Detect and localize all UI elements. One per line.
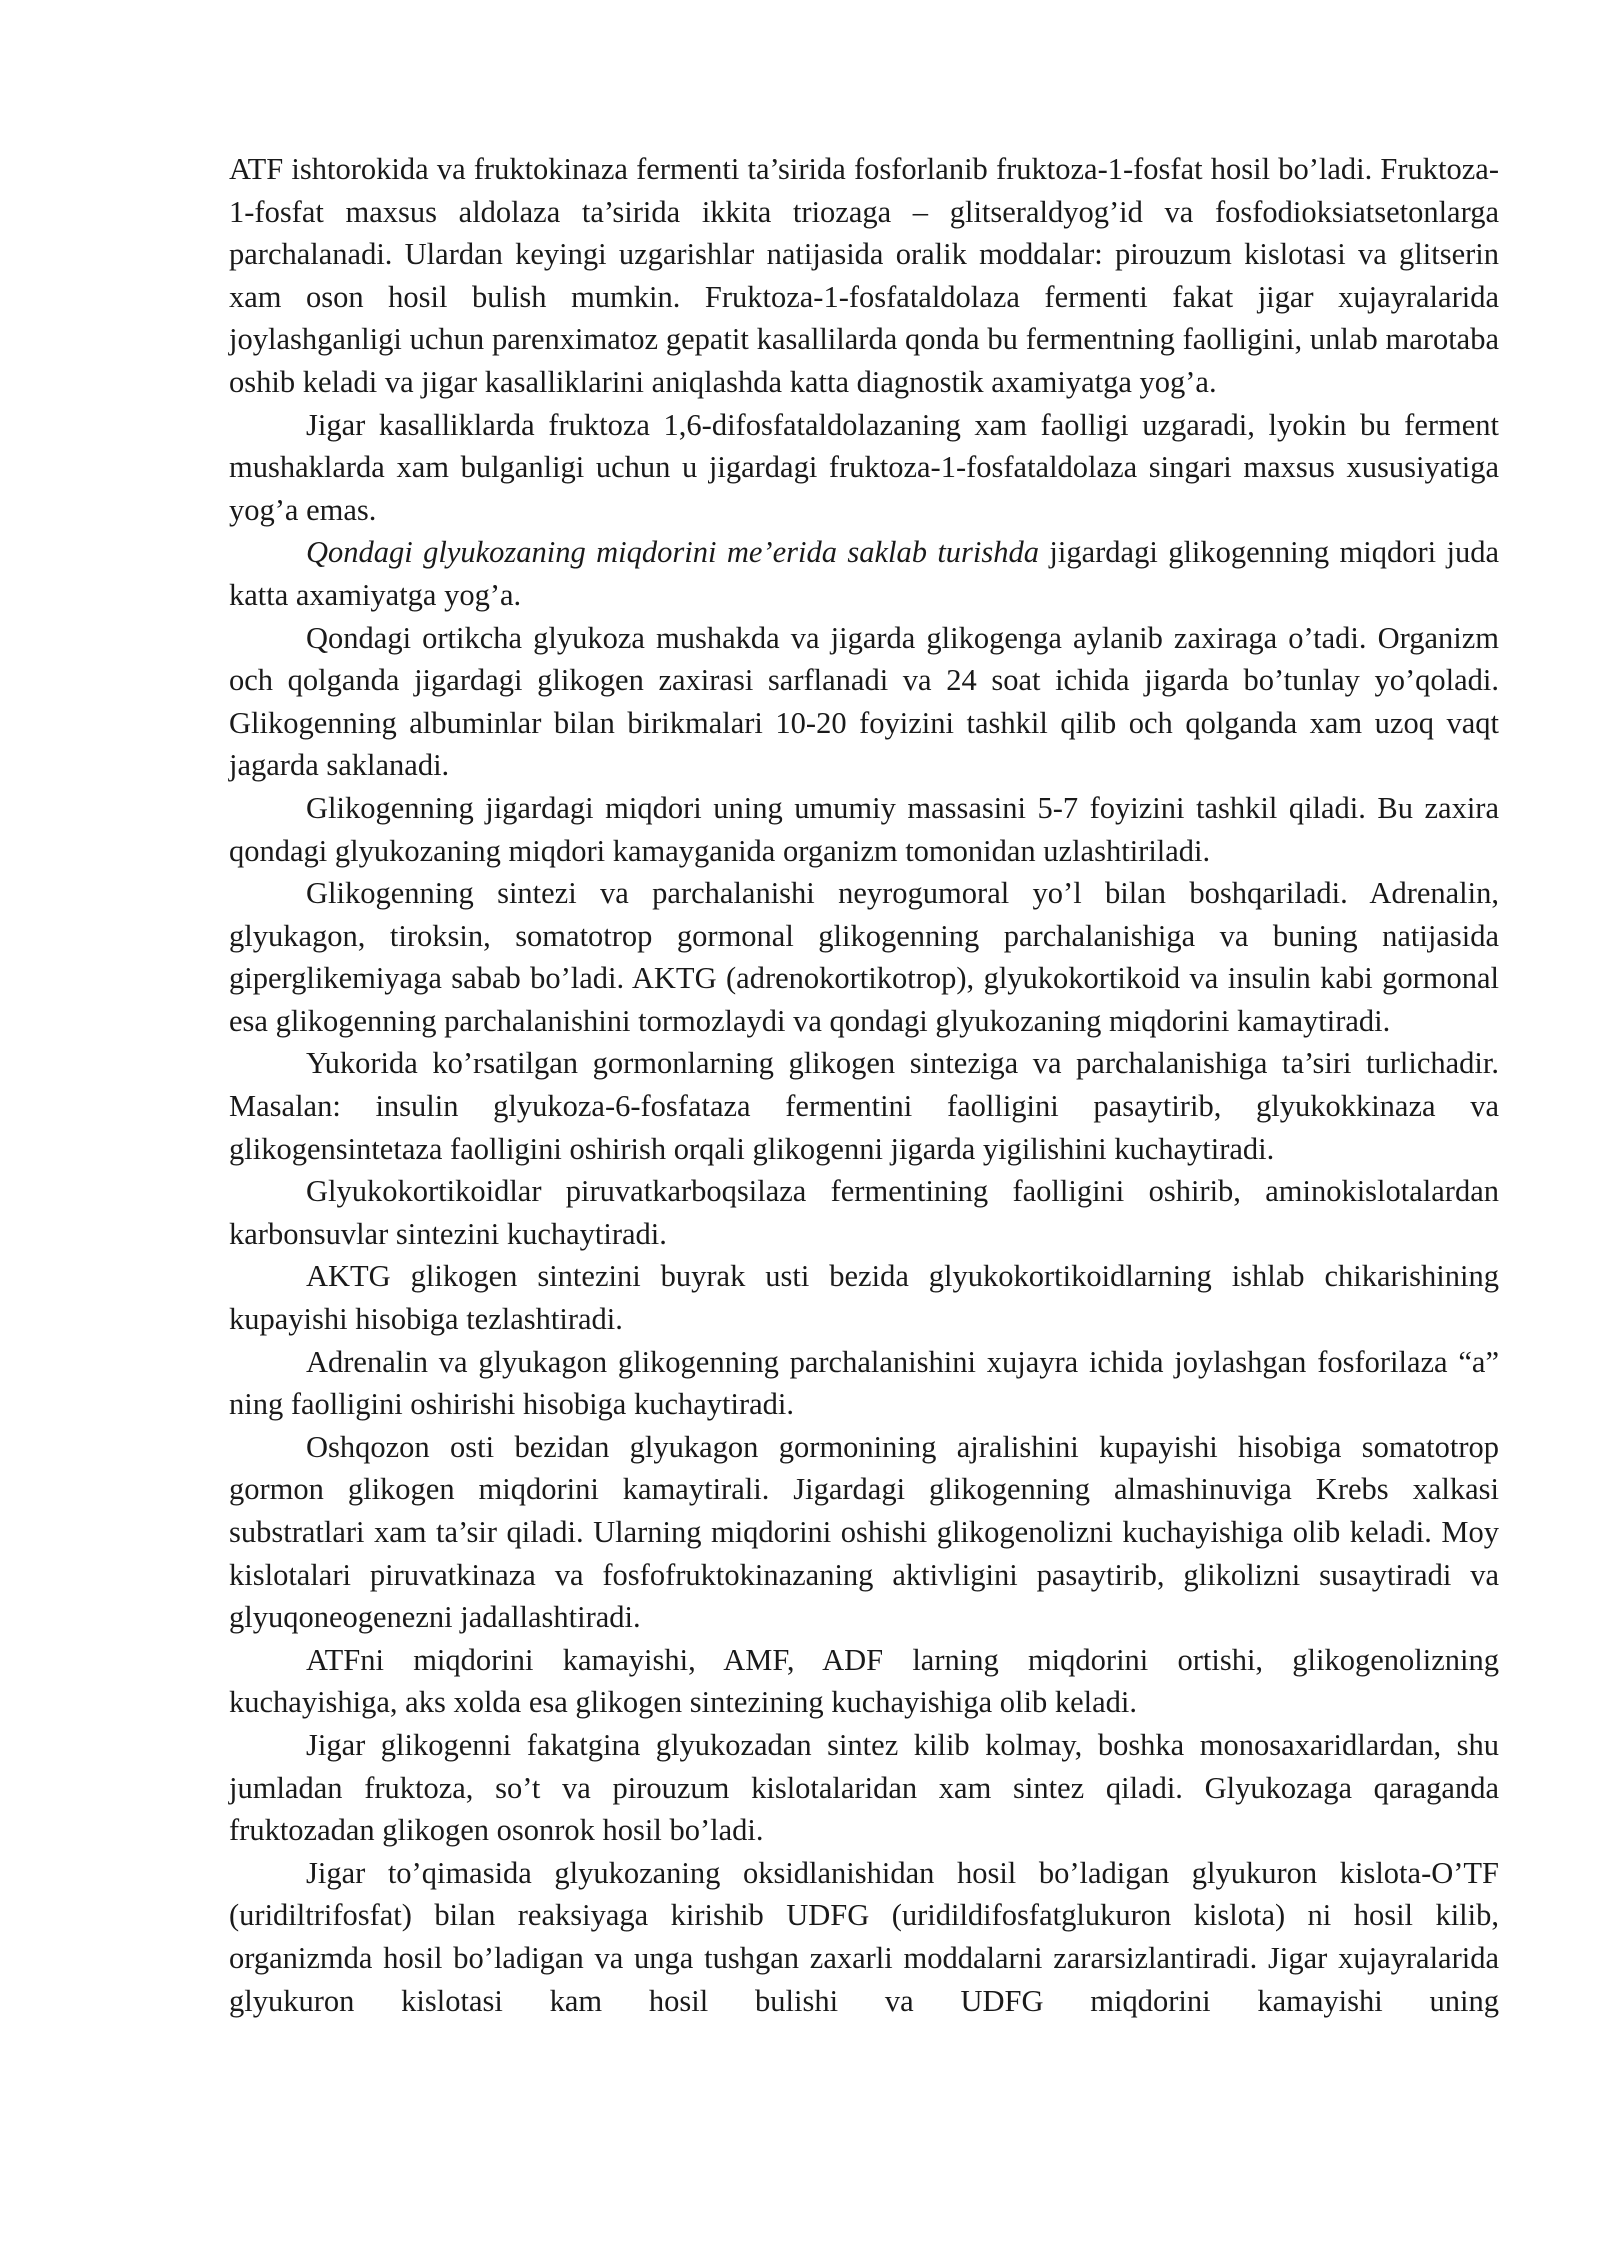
paragraph-14: Jigar to’qimasida glyukozaning oksidlanishidan hosil bo’ladigan glyukuron kislota-O’TF (uridiltrifosfat) bilan reaksiyaga kirishib UDFG (uridildifosfatglukuron kislota) ni hosil kilib, organizmda hosil bo’ladigan va unga tushgan zaxarli moddalarni zararsizlantiradi. Jigar xujayralarida glyukuron kislotasi kam hosil bulishi va UDFG miqdorini kamayishi uning	[229, 1855, 1499, 2018]
paragraph-11: Oshqozon osti bezidan glyukagon gormonining ajralishini kupayishi hisobiga somatotrop gormon glikogen miqdorini kamaytirali. Jigardagi glikogenning almashinuviga Krebs xalkasi substratlari xam ta’sir qiladi. Ularning miqdorini oshishi glikogenolizni kuchayishiga olib keladi. Moy kislotalari piruvatkinaza va fosfofruktokinazaning aktivligini pasaytirib, glikolizni susaytiradi va glyuqoneogenezni jadallashtiradi.	[229, 1429, 1499, 1635]
paragraph-3	[229, 531, 1499, 616]
paragraph-10: Adrenalin va glyukagon glikogenning parchalanishini xujayra ichida joylashgan fosforilaza “a” ning faolligini oshirishi hisobiga kuchaytiradi.	[229, 1344, 1499, 1422]
paragraph-3-text: jigardagi glikogenning miqdori juda katta axamiyatga yog’a.	[229, 535, 1499, 612]
paragraph-13: Jigar glikogenni fakatgina glyukozadan sintez kilib kolmay, boshka monosaxaridlardan, shu jumladan fruktoza, so’t va pirouzum kislotalaridan xam sintez qiladi. Glyukozaga qaraganda fruktozadan glikogen osonrok hosil bo’ladi.	[229, 1727, 1499, 1848]
document-page	[229, 148, 1499, 2022]
paragraph-8: Glyukokortikoidlar piruvatkarboqsilaza fermentining faolligini oshirib, aminokislotalardan karbonsuvlar sintezini kuchaytiradi.	[229, 1174, 1499, 1251]
paragraph-2: Jigar kasalliklarda fruktoza 1,6-difosfataldolazaning xam faolligi uzgaradi, lyokin bu ferment mushaklarda xam bulganligi uchun u jigardagi fruktoza-1-fosfataldolaza singari maxsus xususiyatiga yog’a emas.	[229, 407, 1499, 527]
paragraph-4: Qondagi ortikcha glyukoza mushakda va jigarda glikogenga aylanib zaxiraga o’tadi. Organizm och qolganda jigardagi glikogen zaxirasi sarflanadi va 24 soat ichida jigarda bo’tunlay yo’qoladi. Glikogenning albuminlar bilan birikmalari 10-20 foyizini tashkil qilib och qolganda xam uzoq vaqt jagarda saklanadi.	[229, 620, 1499, 783]
paragraph-6: Glikogenning sintezi va parchalanishi neyrogumoral yo’l bilan boshqariladi. Adrenalin, glyukagon, tiroksin, somatotrop gormonal glikogenning parchalanishiga va buning natijasida giperglikemiyaga sabab bo’ladi. AKTG (adrenokortikotrop), glyukokortikoid va insulin kabi gormonal esa glikogenning parchalanishini tormozlaydi va qondagi glyukozaning miqdorini kamaytiradi.	[229, 876, 1499, 1038]
paragraph-9: AKTG glikogen sintezini buyrak usti bezida glyukokortikoidlarning ishlab chikarishining kupayishi hisobiga tezlashtiradi.	[229, 1259, 1499, 1337]
paragraph-12: ATFni miqdorini kamayishi, AMF, ADF larning miqdorini ortishi, glikogenolizning kuchayishiga, aks xolda esa glikogen sintezining kuchayishiga olib keladi.	[229, 1642, 1499, 1720]
paragraph-5: Glikogenning jigardagi miqdori uning umumiy massasini 5-7 foyizini tashkil qiladi. Bu zaxira qondagi glyukozaning miqdori kamayganida organizm tomonidan uzlashtiriladi.	[229, 790, 1499, 868]
paragraph-1: ATF ishtorokida va fruktokinaza fermenti ta’sirida fosforlanib fruktoza-1-fosfat hosil bo’ladi. Fruktoza-1-fosfat maxsus aldolaza ta’sirida ikkita triozaga – glitseraldyog’id va fosfodioksiatsetonlarga parchalanadi. Ulardan keyingi uzgarishlar natijasida oralik moddalar: pirouzum kislotasi va glitserin xam oson hosil bulish mumkin. Fruktoza-1-fosfataldolaza fermenti fakat jigar xujayralarida joylashganligi uchun parenximatoz gepatit kasallilarda qonda bu fermentning faolligini, unlab marotaba oshib keladi va jigar kasalliklarini aniqlashda katta diagnostik axamiyatga yog’a.	[229, 152, 1499, 399]
paragraph-7: Yukorida ko’rsatilgan gormonlarning glikogen sinteziga va parchalanishiga ta’siri turlichadir. Masalan: insulin glyukoza-6-fosfataza fermentini faolligini pasaytirib, glyukokkinaza va glikogensintetaza faolligini oshirish orqali glikogenni jigarda yigilishini kuchaytiradi.	[229, 1046, 1499, 1166]
paragraph-3-italic: Qondagi glyukozaning miqdorini me’erida saklab turishda	[306, 535, 1040, 570]
